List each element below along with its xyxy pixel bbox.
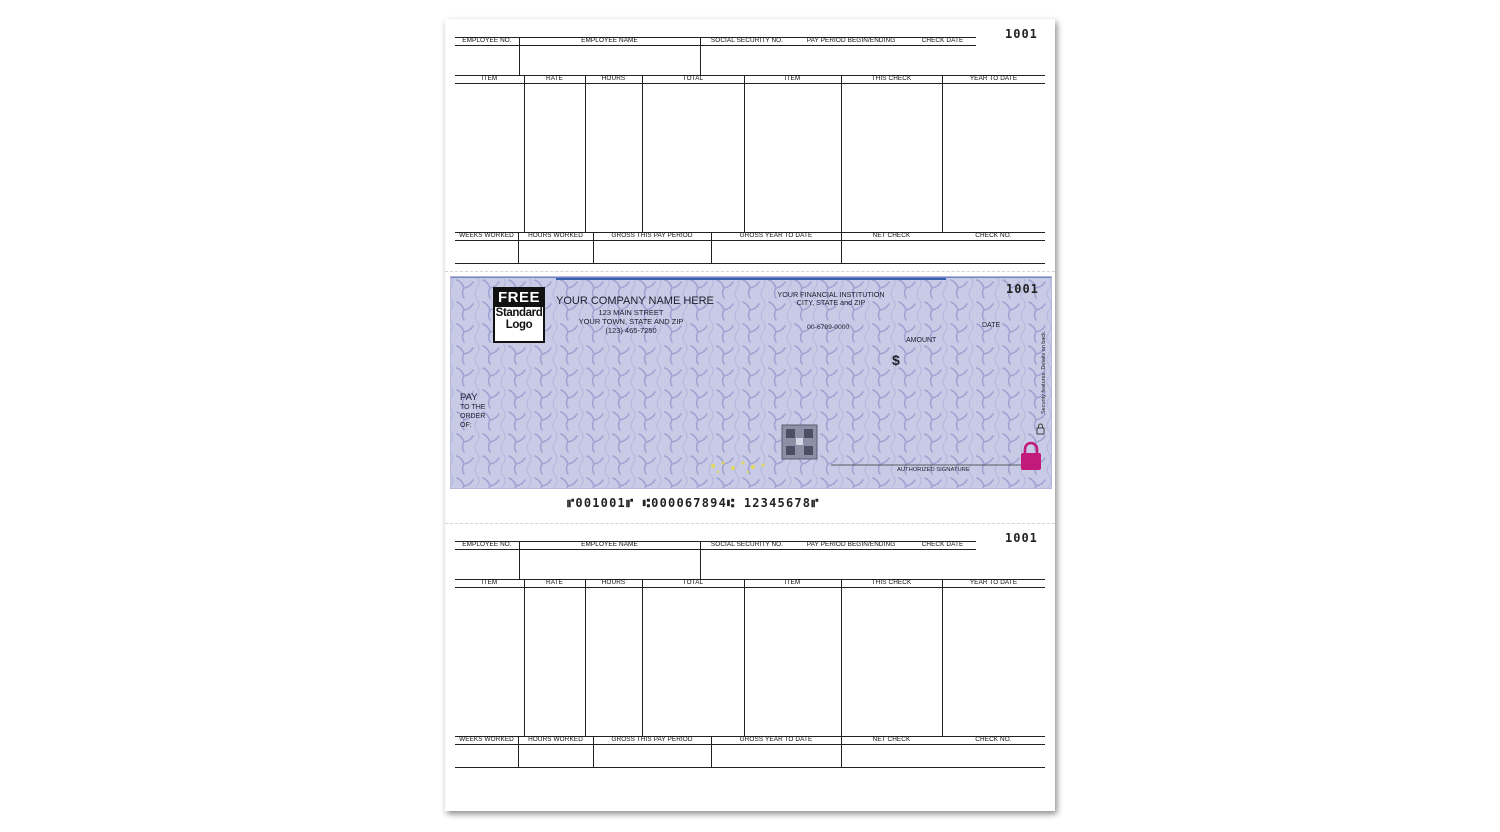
check-date-label: CHECK DATE (921, 541, 964, 548)
this-check-label: THIS CHECK (871, 579, 912, 586)
stub-check-number: 1001 (1005, 27, 1038, 41)
cheque-number: 1001 (1006, 282, 1039, 296)
net-check-label: NET CHECK (872, 232, 911, 239)
employee-name-label: EMPLOYEE NAME (581, 541, 638, 548)
hologram-icon (782, 425, 817, 459)
stub-check-number: 1001 (1005, 531, 1038, 545)
earnings-item-label: ITEM (481, 75, 498, 82)
check-no-label: CHECK NO. (975, 232, 1012, 239)
bottom-stub (445, 523, 1055, 773)
year-to-date-label: YEAR TO DATE (969, 75, 1018, 82)
logo-standard-text: Standard (495, 307, 543, 319)
order-label: ORDER (460, 413, 486, 420)
amount-label: AMOUNT (906, 337, 937, 344)
check-date-label: CHECK DATE (921, 37, 964, 44)
dollar-sign: $ (892, 352, 900, 368)
perforation-line (445, 271, 1055, 272)
signature-label: AUTHORIZED SIGNATURE (897, 467, 970, 473)
bank-name: YOUR FINANCIAL INSTITUTION (777, 290, 885, 299)
date-label: DATE (982, 322, 1001, 329)
of-label: OF: (460, 422, 472, 429)
deduction-item-label: ITEM (784, 75, 801, 82)
micr-line: ⑈001001⑈ ⑆000067894⑆ 12345678⑈ (567, 496, 820, 510)
gross-this-pay-period-label: GROSS THIS PAY PERIOD (611, 736, 693, 743)
company-phone: (123) 465-7250 (605, 326, 657, 335)
hours-worked-label: HOURS WORKED (528, 232, 583, 239)
hours-label: HOURS (601, 579, 626, 586)
logo-free-text: FREE (495, 289, 543, 307)
pay-label: PAY (460, 392, 478, 403)
employee-no-label: EMPLOYEE NO. (462, 37, 512, 44)
ssn-label: SOCIAL SECURITY NO. (710, 37, 784, 44)
to-the-label: TO THE (460, 404, 486, 411)
this-check-label: THIS CHECK (871, 75, 912, 82)
bank-city: CITY, STATE and ZIP (796, 298, 866, 307)
check-no-label: CHECK NO. (975, 736, 1012, 743)
logo-logo-text: Logo (505, 319, 533, 331)
pay-period-label: PAY PERIOD BEGIN/ENDING (806, 37, 896, 44)
gross-this-pay-period-label: GROSS THIS PAY PERIOD (611, 232, 693, 239)
company-street: 123 MAIN STREET (598, 308, 664, 317)
company-city: YOUR TOWN, STATE AND ZIP (578, 317, 684, 326)
deduction-item-label: ITEM (784, 579, 801, 586)
hours-worked-label: HOURS WORKED (528, 736, 583, 743)
top-stub (445, 19, 1055, 269)
security-note: Security features. Details on back. (1041, 330, 1047, 414)
total-label: TOTAL (682, 75, 704, 82)
routing-fraction: 00-6789-0000 (807, 324, 850, 331)
net-check-label: NET CHECK (872, 736, 911, 743)
company-name: YOUR COMPANY NAME HERE (556, 295, 714, 307)
rate-label: RATE (546, 75, 563, 82)
company-logo (493, 287, 545, 343)
cheque (450, 276, 1052, 489)
employee-name-label: EMPLOYEE NAME (581, 37, 638, 44)
earnings-item-label: ITEM (481, 579, 498, 586)
weeks-worked-label: WEEKS WORKED (459, 232, 514, 239)
employee-no-label: EMPLOYEE NO. (462, 541, 512, 548)
gross-year-to-date-label: GROSS YEAR TO DATE (739, 736, 813, 743)
check-sheet (445, 19, 1055, 811)
rate-label: RATE (546, 579, 563, 586)
year-to-date-label: YEAR TO DATE (969, 579, 1018, 586)
ssn-label: SOCIAL SECURITY NO. (710, 541, 784, 548)
total-label: TOTAL (682, 579, 704, 586)
weeks-worked-label: WEEKS WORKED (459, 736, 514, 743)
gross-year-to-date-label: GROSS YEAR TO DATE (739, 232, 813, 239)
pay-period-label: PAY PERIOD BEGIN/ENDING (806, 541, 896, 548)
hours-label: HOURS (601, 75, 626, 82)
